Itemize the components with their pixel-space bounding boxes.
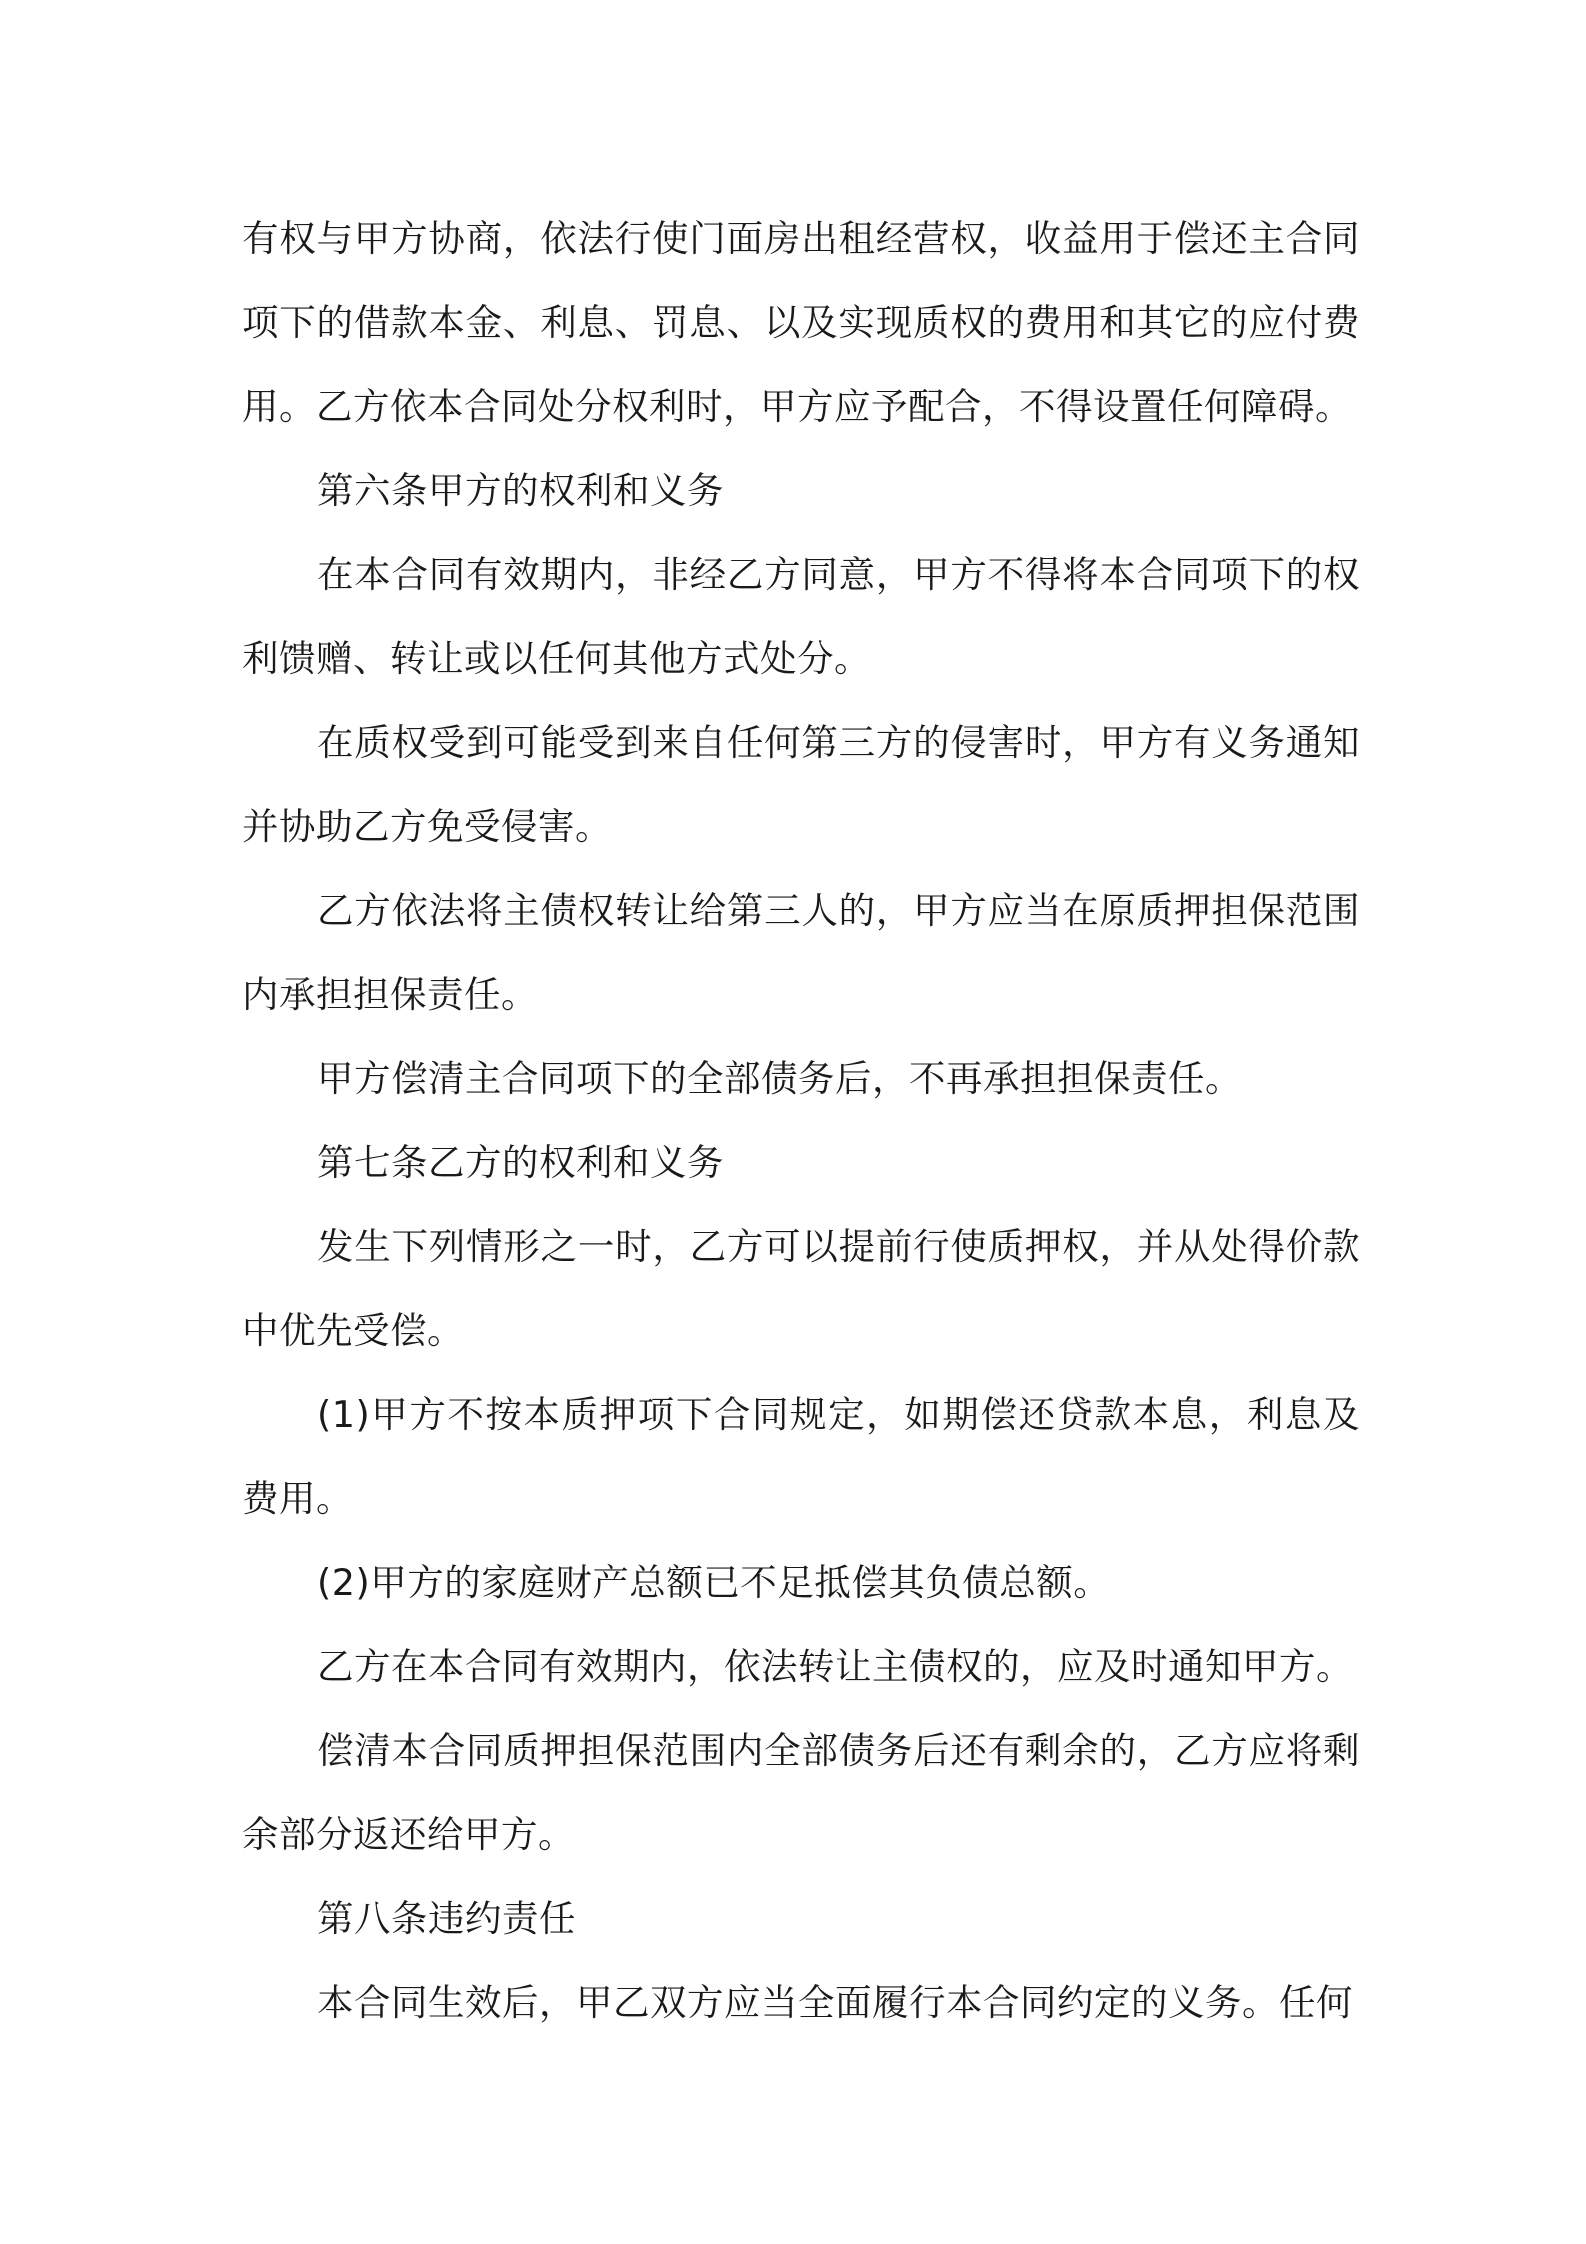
list-item: (1)甲方不按本质押项下合同规定，如期偿还贷款本息，利息及费用。 <box>242 1393 1360 1520</box>
paragraph: 乙方在本合同有效期内，依法转让主债权的，应及时通知甲方。 <box>317 1645 1353 1688</box>
article-7-heading: 第七条乙方的权利和义务 <box>317 1141 724 1184</box>
paragraph: 乙方依法将主债权转让给第三人的，甲方应当在原质押担保范围内承担担保责任。 <box>242 889 1360 1016</box>
paragraph: 偿清本合同质押担保范围内全部债务后还有剩余的，乙方应将剩余部分返还给甲方。 <box>242 1729 1360 1856</box>
paragraph: 甲方偿清主合同项下的全部债务后，不再承担担保责任。 <box>317 1057 1242 1100</box>
article-6-heading: 第六条甲方的权利和义务 <box>317 469 724 512</box>
paragraph: 发生下列情形之一时，乙方可以提前行使质押权，并从处得价款中优先受偿。 <box>242 1225 1360 1352</box>
paragraph: 在质权受到可能受到来自任何第三方的侵害时，甲方有义务通知并协助乙方免受侵害。 <box>242 721 1360 848</box>
paragraph: 在本合同有效期内，非经乙方同意，甲方不得将本合同项下的权利馈赠、转让或以任何其他方式处分。 <box>242 553 1360 680</box>
paragraph: 本合同生效后，甲乙双方应当全面履行本合同约定的义务。任何 <box>317 1981 1353 2024</box>
list-item: (2)甲方的家庭财产总额已不足抵偿其负债总额。 <box>317 1561 1111 1604</box>
document-body <box>242 197 1360 2045</box>
article-8-heading: 第八条违约责任 <box>317 1897 576 1940</box>
paragraph-continuation: 有权与甲方协商，依法行使门面房出租经营权，收益用于偿还主合同项下的借款本金、利息、罚息、以及实现质权的费用和其它的应付费用。乙方依本合同处分权利时，甲方应予配合，不得设置任何障碍。 <box>242 217 1360 428</box>
